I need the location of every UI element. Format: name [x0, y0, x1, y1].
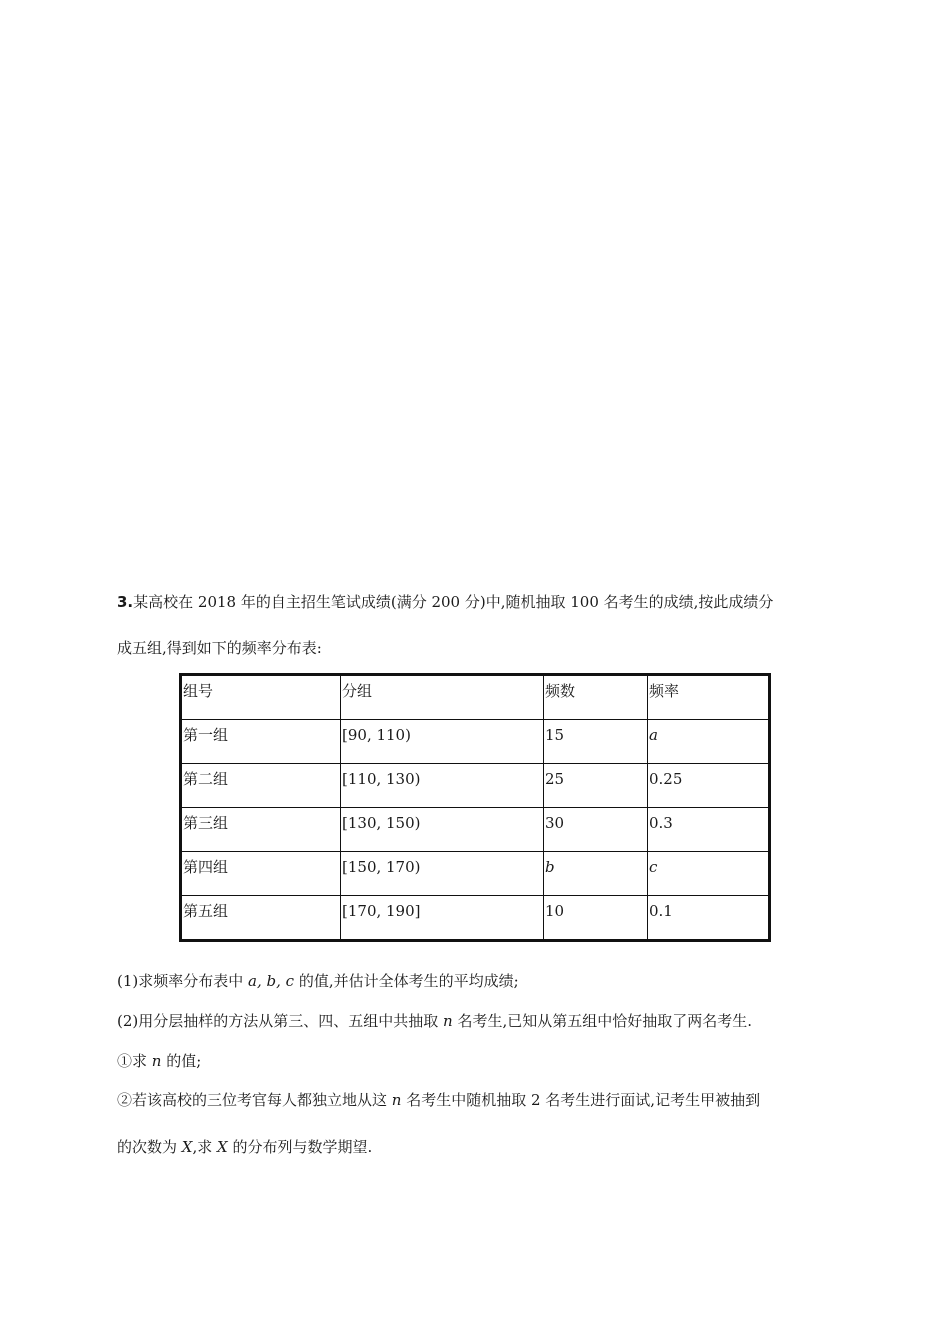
table-row	[181, 852, 770, 896]
part-2-i-text-b: 的值;	[161, 1052, 202, 1070]
cell-interval: [110, 130)	[341, 764, 544, 808]
part-2-ii-text-a: ②若该高校的三位考官每人都独立地从这	[117, 1091, 392, 1109]
cell-count: 30	[544, 808, 648, 852]
question-stem-line2	[117, 638, 322, 658]
part-1	[117, 971, 519, 991]
frequency-distribution-table	[179, 673, 771, 942]
part-2-var-n: n	[443, 1012, 453, 1030]
part-1-text-a: (1)求频率分布表中	[117, 972, 249, 990]
cell-group: 第四组	[181, 852, 341, 896]
table-row	[181, 808, 770, 852]
part-2-i-text-a: ①求	[117, 1052, 152, 1070]
cell-group: 第五组	[181, 896, 341, 941]
cell-count: 10	[544, 896, 648, 941]
cell-frequency	[648, 720, 770, 764]
header-interval: 分组	[341, 675, 544, 720]
part-2-ii-text-c: 的次数为	[117, 1138, 182, 1156]
header-frequency: 频率	[648, 675, 770, 720]
part-1-text-b: 的值,并估计全体考生的平均成绩;	[294, 972, 519, 990]
part-1-vars: a, b, c	[248, 972, 295, 990]
part-2-ii-var-x2: X	[217, 1138, 228, 1156]
table-header-row	[181, 675, 770, 720]
cell-group: 第二组	[181, 764, 341, 808]
cell-interval: [130, 150)	[341, 808, 544, 852]
part-2-ii-var-x: X	[181, 1138, 193, 1156]
header-group-no: 组号	[181, 675, 341, 720]
cell-frequency	[648, 852, 770, 896]
question-stem-text-2: 成五组,得到如下的频率分布表:	[117, 639, 322, 657]
cell-count: 15	[544, 720, 648, 764]
part-2-text-a: (2)用分层抽样的方法从第三、四、五组中共抽取	[117, 1012, 444, 1030]
part-2	[117, 1011, 752, 1031]
var-a: a	[649, 726, 658, 744]
table-row	[181, 720, 770, 764]
question-number: 3.	[117, 593, 134, 611]
cell-interval: [170, 190]	[341, 896, 544, 941]
part-2-ii-var-n: n	[391, 1091, 402, 1109]
part-2-text-b: 名考生,已知从第五组中恰好抽取了两名考生.	[452, 1012, 753, 1030]
table-row	[181, 896, 770, 941]
question-stem-text-1: 某高校在 2018 年的自主招生笔试成绩(满分 200 分)中,随机抽取 100 名考生的成绩,按此成绩分	[133, 593, 774, 611]
part-2-i-var-n: n	[151, 1052, 162, 1070]
part-2-ii-text-e: 的分布列与数学期望.	[227, 1138, 373, 1156]
cell-frequency: 0.25	[648, 764, 770, 808]
var-b: b	[545, 858, 555, 876]
part-2-ii-line2	[117, 1137, 372, 1157]
cell-group: 第一组	[181, 720, 341, 764]
var-c: c	[649, 858, 658, 876]
part-2-ii-text-d: ,求	[192, 1138, 218, 1156]
cell-frequency: 0.1	[648, 896, 770, 941]
part-2-ii-text-b: 名考生中随机抽取 2 名考生进行面试,记考生甲被抽到	[401, 1091, 761, 1109]
cell-count	[544, 852, 648, 896]
header-count: 频数	[544, 675, 648, 720]
cell-group: 第三组	[181, 808, 341, 852]
table-row	[181, 764, 770, 808]
cell-frequency: 0.3	[648, 808, 770, 852]
part-2-ii-line1	[117, 1090, 760, 1110]
cell-count: 25	[544, 764, 648, 808]
cell-interval: [90, 110)	[341, 720, 544, 764]
question-stem-line1	[117, 592, 773, 612]
cell-interval: [150, 170)	[341, 852, 544, 896]
part-2-i	[117, 1051, 201, 1071]
